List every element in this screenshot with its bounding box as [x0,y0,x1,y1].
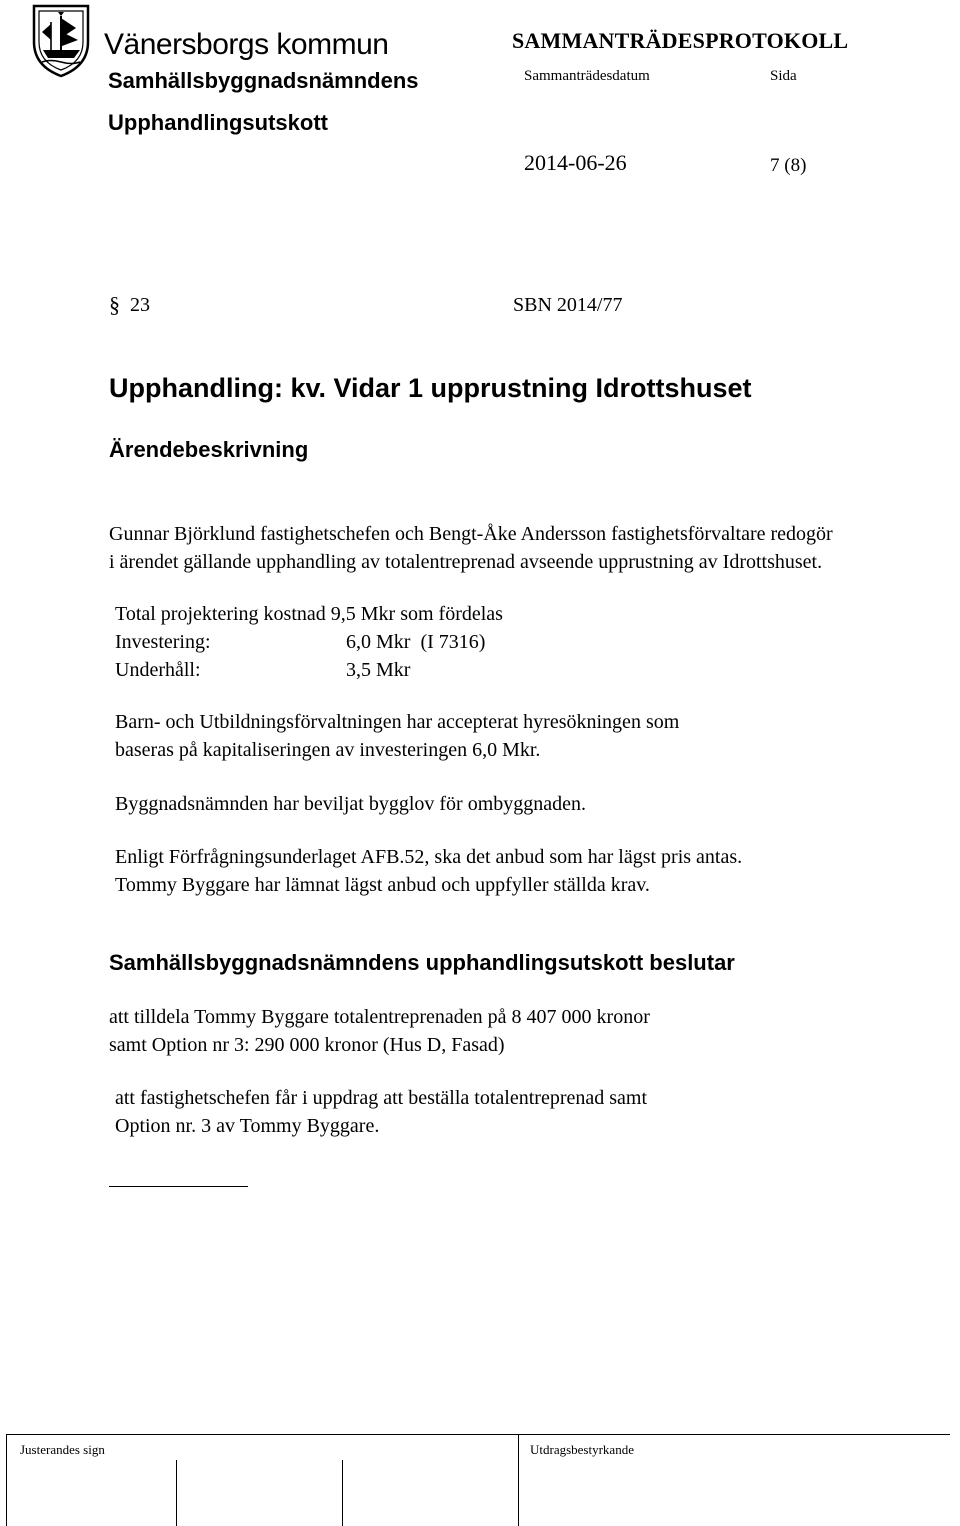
decision-line: att tilldela Tommy Byggare totalentreprenaden på 8 407 000 kronor [109,1006,650,1028]
signature-box-border [6,1434,7,1526]
cost-maintenance-label: Underhåll: [115,659,201,681]
cost-investment-value: 6,0 Mkr (I 7316) [346,631,486,653]
decision-item [109,1003,650,1059]
cost-investment-label: Investering: [115,631,211,653]
paragraph-line: Barn- och Utbildningsförvaltningen har accepterat hyresökningen som [115,711,680,733]
document-type: SAMMANTRÄDESPROTOKOLL [512,28,849,53]
meeting-date: 2014-06-26 [524,150,627,175]
utdragsbestyrkande-label: Utdragsbestyrkande [530,1442,634,1457]
paragraph-line: baseras på kapitaliseringen av investeringen 6,0 Mkr. [115,739,541,761]
justerandes-sign-label: Justerandes sign [20,1442,105,1457]
footer-divider [6,1434,950,1435]
meeting-date-label: Sammanträdesdatum [524,68,650,84]
organization-name: Vänersborgs kommun [104,28,389,61]
section-mark: § [109,292,120,317]
description-line: Gunnar Björklund fastighetschefen och Bengt-Åke Andersson fastighetsförvaltare redogör [109,523,833,545]
cost-summary: Total projektering kostnad 9,5 Mkr som fördelas [115,603,503,625]
end-of-section-rule [109,1186,248,1187]
decision-line: att fastighetschefen får i uppdrag att beställa totalentreprenad samt [115,1087,648,1109]
signature-field-divider [176,1460,177,1526]
municipal-crest-ship-icon [30,2,92,78]
cost-maintenance-value: 3,5 Mkr [346,659,411,681]
paragraph-line: Tommy Byggare har lämnat lägst anbud och uppfyller ställda krav. [115,874,650,896]
decision-line: samt Option nr 3: 290 000 kronor (Hus D, Fasad) [109,1034,505,1056]
case-reference: SBN 2014/77 [513,294,623,316]
page-label: Sida [770,68,797,84]
description-line: i ärendet gällande upphandling av totalentreprenad avseende upprustning av Idrottshuset. [109,551,823,573]
permit-paragraph: Byggnadsnämnden har beviljat bygglov för ombyggnaden. [115,793,587,815]
committee-name: Samhällsbyggnadsnämndens [108,68,419,93]
description-heading: Ärendebeskrivning [109,437,309,462]
paragraph-line: Enligt Förfrågningsunderlaget AFB.52, ska det anbud som har lägst pris antas. [115,846,743,868]
rent-paragraph [115,708,679,764]
page-number: 7 (8) [770,155,807,176]
subcommittee-name: Upphandlingsutskott [108,110,328,135]
decision-item [115,1084,647,1140]
decision-line: Option nr. 3 av Tommy Byggare. [115,1115,380,1137]
description-text [109,520,833,576]
signature-field-divider [342,1460,343,1526]
case-title: Upphandling: kv. Vidar 1 upprustning Idrottshuset [109,373,752,403]
decision-heading: Samhällsbyggnadsnämndens upphandlingsutskott beslutar [109,950,735,975]
case-number: 23 [130,294,150,316]
signature-box-divider [518,1434,519,1526]
procurement-paragraph [115,843,742,899]
